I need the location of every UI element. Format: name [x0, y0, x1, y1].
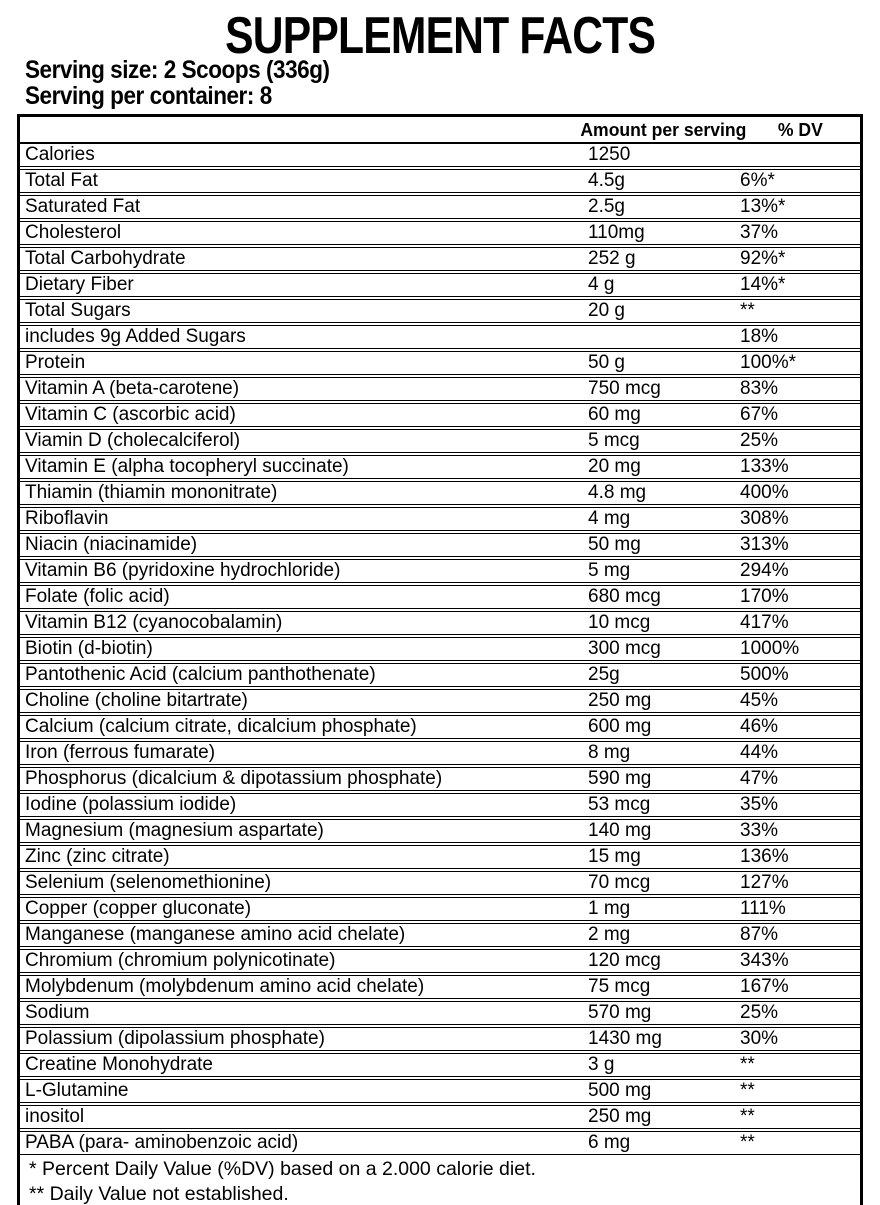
- table-row: [20, 195, 860, 219]
- nutrient-amount: 75 mcg: [588, 976, 651, 997]
- nutrient-dv: 46%: [740, 716, 779, 737]
- nutrient-dv: 170%: [740, 586, 789, 607]
- nutrient-name: Vitamin B6 (pyridoxine hydrochloride): [25, 560, 341, 581]
- nutrient-amount: 20 mg: [588, 456, 641, 477]
- nutrient-amount: 4 g: [588, 274, 615, 295]
- table-row: [20, 1079, 860, 1103]
- nutrient-name: Vitamin C (ascorbic acid): [25, 404, 236, 425]
- nutrient-dv: 25%: [740, 430, 779, 451]
- nutrient-dv: 500%: [740, 664, 789, 685]
- table-row: [20, 1105, 860, 1129]
- nutrient-amount: 250 mg: [588, 1106, 652, 1127]
- nutrient-name: Iron (ferrous fumarate): [25, 742, 216, 763]
- table-row: [20, 507, 860, 531]
- nutrient-name: Magnesium (magnesium aspartate): [25, 820, 324, 841]
- nutrient-dv: 44%: [740, 742, 779, 763]
- nutrient-amount: 1250: [588, 144, 631, 165]
- table-footnotes: [20, 1155, 860, 1205]
- nutrient-dv: 136%: [740, 846, 789, 867]
- nutrient-amount: 53 mcg: [588, 794, 651, 815]
- table-row: [20, 715, 860, 739]
- table-row: [20, 351, 860, 375]
- nutrient-name: Calories: [25, 144, 95, 165]
- nutrient-amount: 252 g: [588, 248, 636, 269]
- nutrient-amount: 110mg: [588, 222, 645, 243]
- nutrient-name: Total Sugars: [25, 300, 131, 321]
- nutrient-dv: 111%: [740, 898, 786, 919]
- nutrient-name: Polassium (dipolassium phosphate): [25, 1028, 325, 1049]
- nutrient-name: inositol: [25, 1106, 85, 1127]
- nutrient-amount: 590 mg: [588, 768, 652, 789]
- nutrient-dv: 400%: [740, 482, 789, 503]
- nutrient-dv: 13%*: [740, 196, 786, 217]
- nutrient-amount: 70 mcg: [588, 872, 651, 893]
- nutrient-name: L-Glutamine: [25, 1080, 129, 1101]
- nutrient-amount: 570 mg: [588, 1002, 652, 1023]
- nutrient-amount: 4 mg: [588, 508, 631, 529]
- nutrient-dv: 14%*: [740, 274, 786, 295]
- nutrient-dv: **: [740, 1080, 755, 1101]
- serving-size-text: Serving size: 2 Scoops (336g): [25, 56, 330, 84]
- facts-table: [17, 114, 863, 1205]
- nutrient-dv: 6%*: [740, 170, 775, 191]
- table-row: [20, 221, 860, 245]
- table-row: [20, 144, 860, 167]
- table-row: [20, 637, 860, 661]
- nutrient-dv: 127%: [740, 872, 789, 893]
- nutrient-amount: 15 mg: [588, 846, 641, 867]
- nutrient-amount: 1 mg: [588, 898, 631, 919]
- nutrient-dv: 47%: [740, 768, 779, 789]
- nutrient-dv: 33%: [740, 820, 779, 841]
- nutrient-amount: 6 mg: [588, 1132, 631, 1153]
- nutrient-amount: 750 mcg: [588, 378, 661, 399]
- nutrient-dv: **: [740, 300, 755, 321]
- nutrient-dv: 313%: [740, 534, 789, 555]
- nutrient-dv: 1000%: [740, 638, 800, 659]
- nutrient-dv: 30%: [740, 1028, 779, 1049]
- nutrient-dv: 167%: [740, 976, 789, 997]
- nutrient-name: Riboflavin: [25, 508, 109, 529]
- nutrient-dv: 37%: [740, 222, 779, 243]
- nutrient-dv: [738, 144, 860, 166]
- nutrient-amount: 25g: [588, 664, 620, 685]
- nutrient-dv: 294%: [740, 560, 789, 581]
- nutrient-name: Protein: [25, 352, 86, 373]
- table-row: [20, 689, 860, 713]
- nutrient-amount: 120 mcg: [588, 950, 661, 971]
- table-row: [20, 845, 860, 869]
- nutrient-name: Niacin (niacinamide): [25, 534, 198, 555]
- nutrient-name: Sodium: [25, 1002, 90, 1023]
- nutrient-amount: 20 g: [588, 300, 625, 321]
- nutrient-name: Copper (copper gluconate): [25, 898, 252, 919]
- nutrient-dv: 133%: [740, 456, 789, 477]
- nutrient-name: PABA (para- aminobenzoic acid): [25, 1132, 299, 1153]
- table-row: [20, 949, 860, 973]
- table-header-row: [20, 117, 860, 144]
- nutrient-dv: 18%: [740, 326, 779, 347]
- nutrient-amount: 2 mg: [588, 924, 631, 945]
- nutrient-amount: 600 mg: [588, 716, 652, 737]
- nutrient-amount: 4.5g: [588, 170, 625, 191]
- nutrient-dv: 35%: [740, 794, 779, 815]
- nutrient-name: Choline (choline bitartrate): [25, 690, 248, 711]
- nutrient-name: Zinc (zinc citrate): [25, 846, 170, 867]
- nutrient-amount: [588, 326, 738, 348]
- nutrient-amount: 4.8 mg: [588, 482, 647, 503]
- table-row: [20, 247, 860, 271]
- table-row: [20, 377, 860, 401]
- nutrient-name: Thiamin (thiamin mononitrate): [25, 482, 278, 503]
- nutrient-name: Dietary Fiber: [25, 274, 134, 295]
- page-title: SUPPLEMENT FACTS: [225, 7, 655, 65]
- nutrient-amount: 5 mg: [588, 560, 631, 581]
- nutrient-dv: 308%: [740, 508, 789, 529]
- nutrient-name: Vitamin A (beta-carotene): [25, 378, 240, 399]
- nutrient-amount: 680 mcg: [588, 586, 661, 607]
- nutrient-name: Molybdenum (molybdenum amino acid chelate): [25, 976, 425, 997]
- nutrient-amount: 140 mg: [588, 820, 652, 841]
- table-row: [20, 975, 860, 999]
- nutrient-name: Saturated Fat: [25, 196, 141, 217]
- table-row: [20, 1027, 860, 1051]
- table-row: [20, 897, 860, 921]
- nutrient-name: Viamin D (cholecalciferol): [25, 430, 241, 451]
- nutrient-dv: 45%: [740, 690, 779, 711]
- table-row: [20, 481, 860, 505]
- footnote-daily-value: * Percent Daily Value (%DV) based on a 2.000 calorie diet.: [29, 1158, 536, 1180]
- nutrient-name: Vitamin E (alpha tocopheryl succinate): [25, 456, 349, 477]
- nutrient-amount: 250 mg: [588, 690, 652, 711]
- table-row: [20, 455, 860, 479]
- nutrient-amount: 50 g: [588, 352, 625, 373]
- nutrient-dv: 83%: [740, 378, 779, 399]
- table-row: [20, 871, 860, 895]
- nutrient-dv: **: [740, 1132, 755, 1153]
- nutrient-amount: 2.5g: [588, 196, 625, 217]
- table-row: [20, 611, 860, 635]
- nutrient-amount: 3 g: [588, 1054, 615, 1075]
- table-row: [20, 273, 860, 297]
- table-row: [20, 1131, 860, 1155]
- table-row: [20, 533, 860, 557]
- nutrient-dv: 100%*: [740, 352, 796, 373]
- table-row: [20, 819, 860, 843]
- nutrient-name: includes 9g Added Sugars: [25, 326, 246, 347]
- nutrient-amount: 500 mg: [588, 1080, 652, 1101]
- nutrient-name: Vitamin B12 (cyanocobalamin): [25, 612, 283, 633]
- nutrient-name: Total Fat: [25, 170, 98, 191]
- nutrient-amount: 50 mg: [588, 534, 641, 555]
- table-row: [20, 325, 860, 349]
- nutrient-dv: **: [740, 1054, 755, 1075]
- nutrient-name: Folate (folic acid): [25, 586, 170, 607]
- nutrient-dv: 417%: [740, 612, 789, 633]
- nutrient-dv: 67%: [740, 404, 779, 425]
- nutrient-amount: 60 mg: [588, 404, 641, 425]
- nutrient-name: Calcium (calcium citrate, dicalcium phosphate): [25, 716, 417, 737]
- nutrient-name: Cholesterol: [25, 222, 122, 243]
- nutrient-dv: 343%: [740, 950, 789, 971]
- table-row: [20, 403, 860, 427]
- nutrient-amount: 8 mg: [588, 742, 631, 763]
- nutrient-dv: **: [740, 1106, 755, 1127]
- nutrient-amount: 300 mcg: [588, 638, 661, 659]
- table-row: [20, 585, 860, 609]
- serving-per-container-text: Serving per container: 8: [25, 82, 272, 110]
- table-row: [20, 559, 860, 583]
- nutrient-name: Biotin (d-biotin): [25, 638, 153, 659]
- table-row: [20, 1053, 860, 1077]
- header-percent-dv: % DV: [777, 118, 823, 140]
- table-row: [20, 923, 860, 947]
- header-amount-per-serving: Amount per serving: [579, 118, 747, 140]
- nutrient-name: Phosphorus (dicalcium & dipotassium phosphate): [25, 768, 443, 789]
- table-row: [20, 429, 860, 453]
- table-body: [20, 144, 860, 1155]
- nutrient-name: Selenium (selenomethionine): [25, 872, 272, 893]
- nutrient-dv: 92%*: [740, 248, 786, 269]
- table-row: [20, 767, 860, 791]
- nutrient-name: Creatine Monohydrate: [25, 1054, 213, 1075]
- nutrient-name: Manganese (manganese amino acid chelate): [25, 924, 406, 945]
- nutrient-dv: 25%: [740, 1002, 779, 1023]
- serving-per-container-line: [25, 83, 880, 109]
- nutrient-name: Chromium (chromium polynicotinate): [25, 950, 336, 971]
- nutrient-amount: 10 mcg: [588, 612, 651, 633]
- table-row: [20, 169, 860, 193]
- nutrient-name: Pantothenic Acid (calcium panthothenate): [25, 664, 376, 685]
- nutrient-amount: 1430 mg: [588, 1028, 662, 1049]
- footnote-not-established: ** Daily Value not established.: [29, 1183, 289, 1205]
- table-row: [20, 793, 860, 817]
- nutrient-name: Total Carbohydrate: [25, 248, 186, 269]
- nutrient-amount: 5 mcg: [588, 430, 640, 451]
- title-wrap: [0, 6, 880, 65]
- nutrient-dv: 87%: [740, 924, 779, 945]
- table-row: [20, 741, 860, 765]
- table-row: [20, 299, 860, 323]
- table-row: [20, 1001, 860, 1025]
- nutrient-name: Iodine (polassium iodide): [25, 794, 237, 815]
- table-row: [20, 663, 860, 687]
